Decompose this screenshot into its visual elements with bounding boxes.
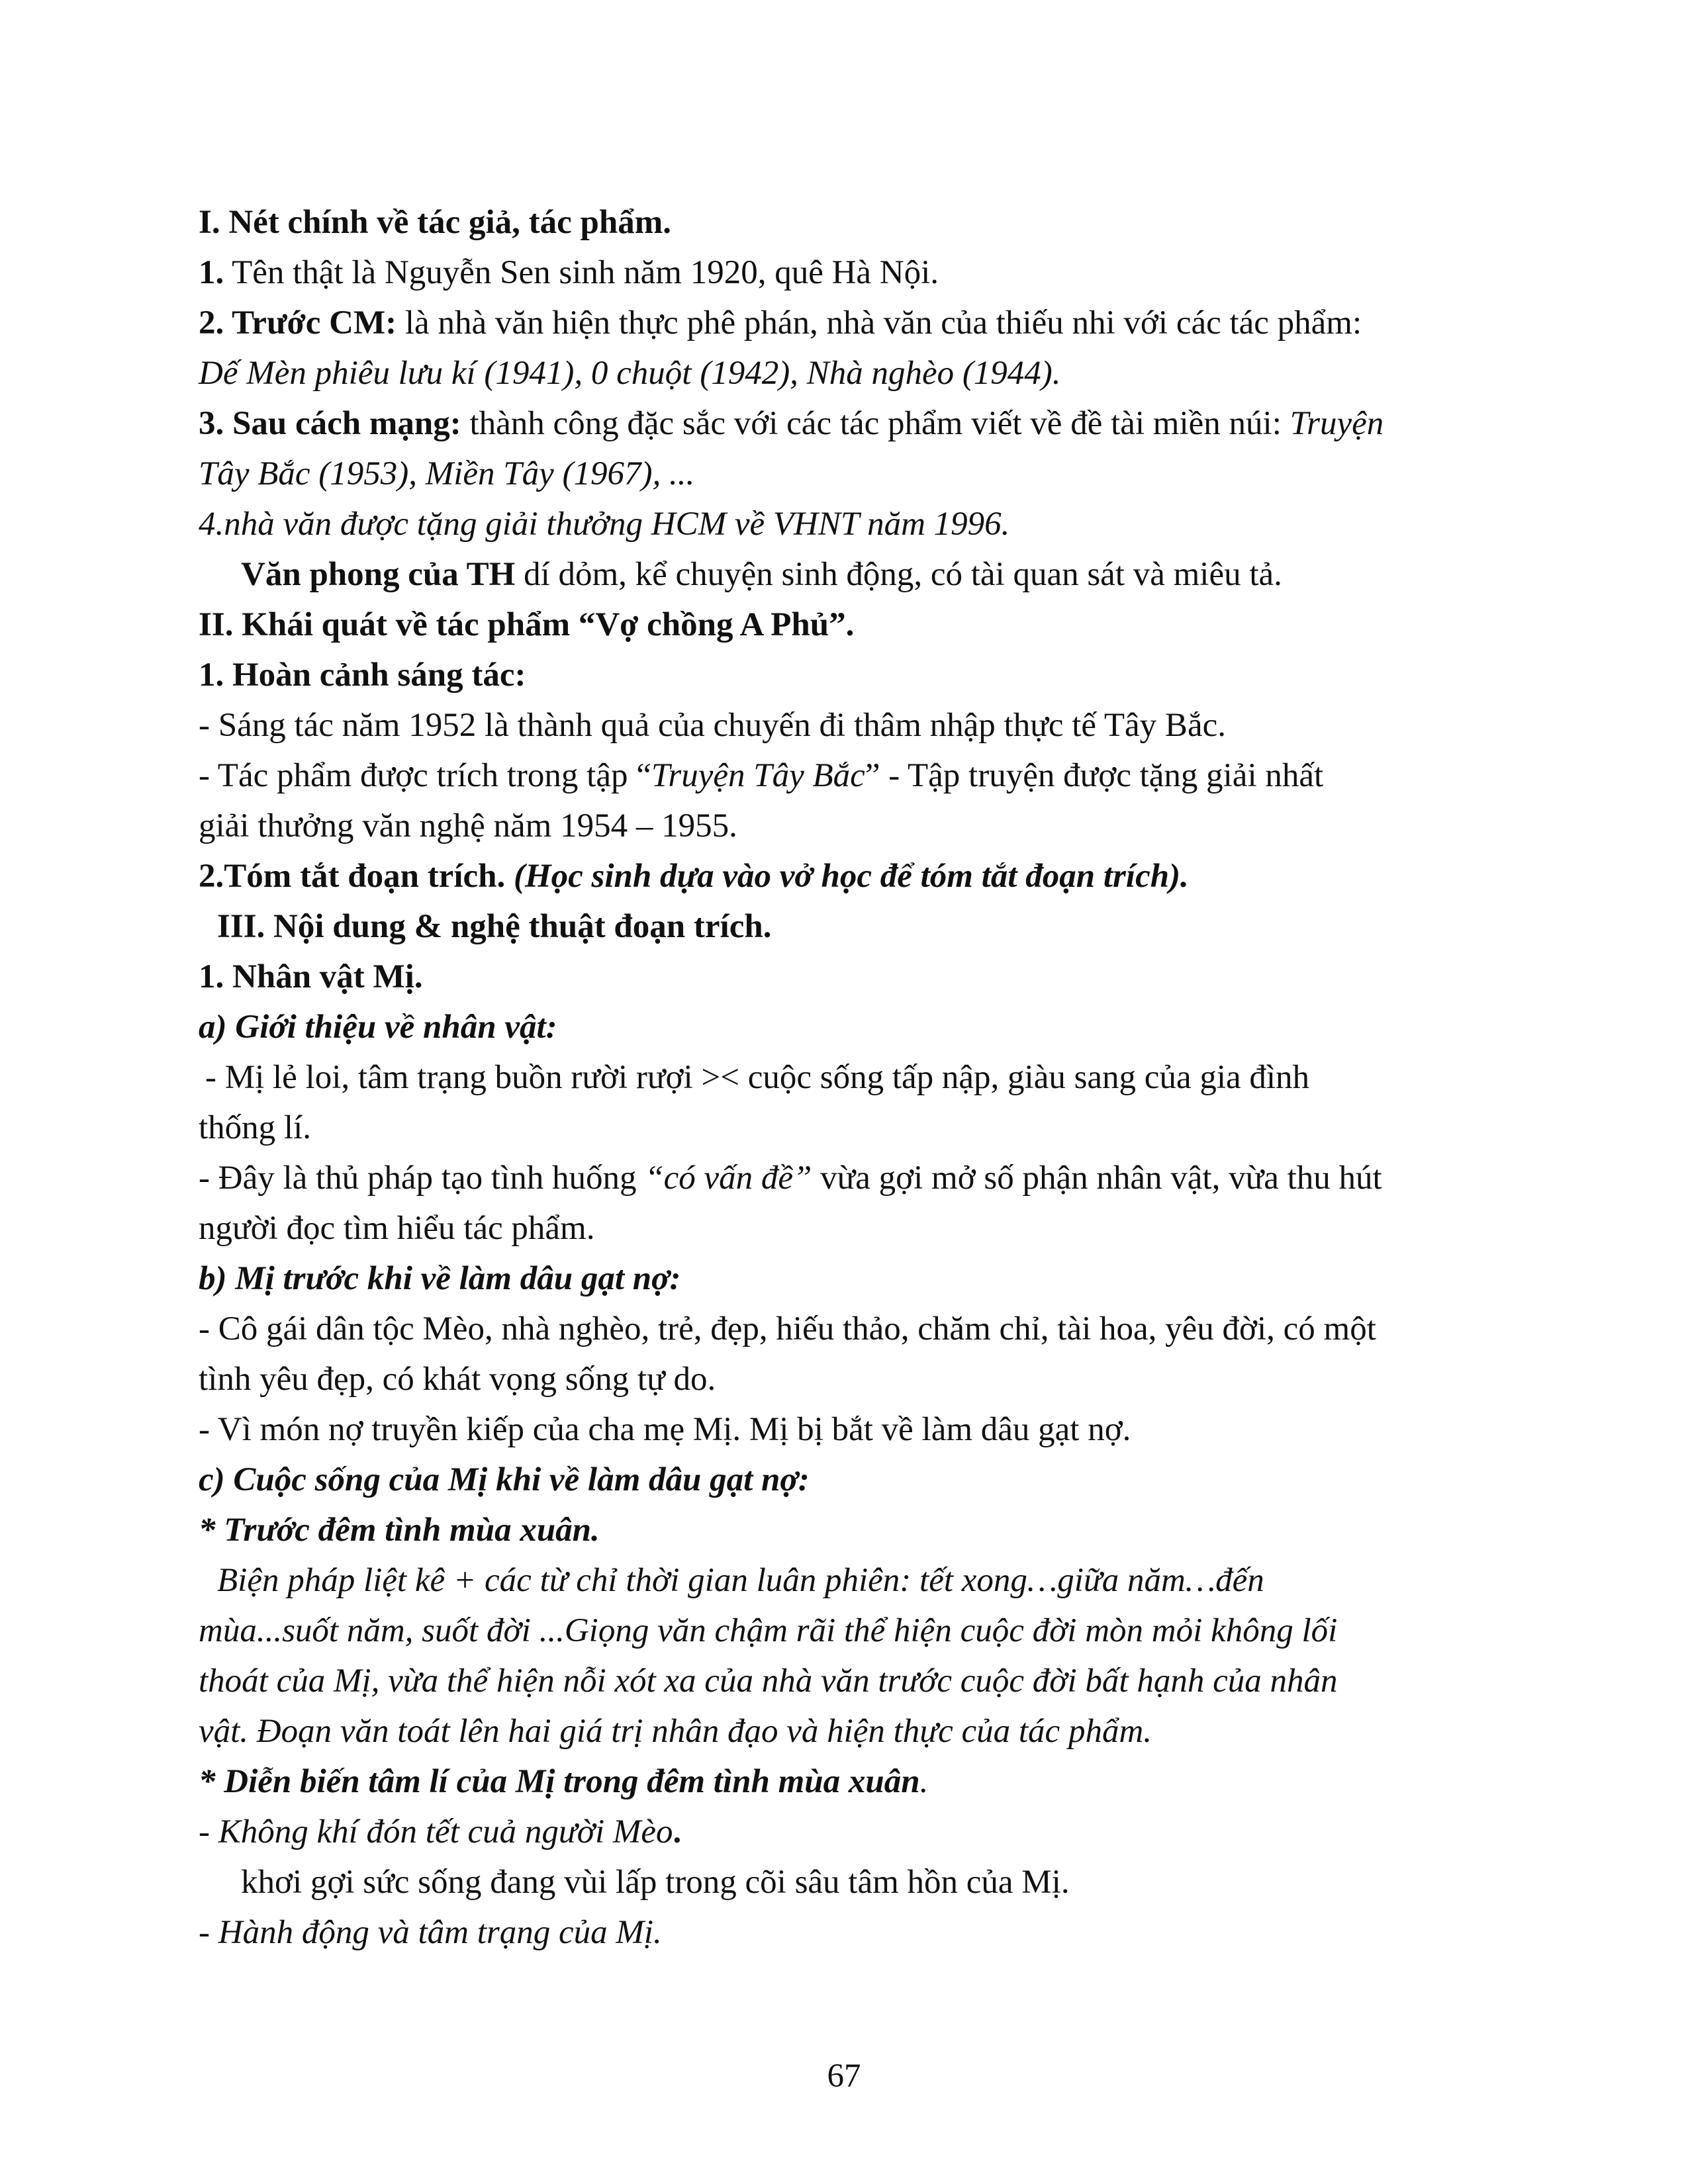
item-label: 2. Trước CM: (199, 304, 397, 341)
bullet-tet-atmosphere (199, 1807, 1556, 1857)
paragraph-writing-style (199, 549, 1556, 600)
subheading-spring-night (199, 1756, 1556, 1807)
paragraph-vitality: khơi gợi sức sống đang vùi lấp trong cõi sâu tâm hồn của Mị. (241, 1864, 1070, 1901)
works-list-after: Tây Bắc (1953), Miền Tây (1967), ... (199, 455, 695, 492)
section-3-heading: III. Nội dung & nghệ thuật đoạn trích. (217, 908, 772, 945)
paragraph-listing-2: mùa...suốt năm, suốt đời ...Giọng văn chậm rãi thể hiện cuộc đời mòn mỏi không lối (199, 1612, 1338, 1649)
item-text: thành công đặc sắc với các tác phẩm viết về đề tài miền núi: (461, 405, 1290, 442)
item-text: - Không khí đón tết cuả người Mèo (199, 1813, 673, 1850)
item-text: là nhà văn hiện thực phê phán, nhà văn của thiếu nhi với các tác phẩm: (397, 304, 1362, 341)
page-number: 67 (827, 2058, 861, 2095)
bullet-debt: - Vì món nợ truyền kiếp của cha mẹ Mị. Mị bị bắt về làm dâu gạt nợ. (199, 1411, 1131, 1448)
subheading-intro: a) Giới thiệu về nhân vật: (199, 1009, 557, 1046)
bullet-lonely: - Mị lẻ loi, tâm trạng buồn rười rượi >< cuộc sống tấp nập, giàu sang của gia đình (205, 1059, 1310, 1096)
item-number: 1. (199, 254, 224, 291)
paragraph-listing-4: vật. Đoạn văn toát lên hai giá trị nhân đạo và hiện thực của tác phẩm. (199, 1713, 1152, 1750)
quote: “có vấn đề” (645, 1160, 812, 1197)
paragraph-after-revolution (199, 398, 1556, 449)
section-1-heading: I. Nét chính về tác giả, tác phẩm. (199, 204, 671, 241)
item-text: Tên thật là Nguyễn Sen sinh năm 1920, quê Hà Nội. (224, 254, 939, 291)
subheading-before-marriage: b) Mị trước khi về làm dâu gạt nợ: (199, 1260, 681, 1297)
item-label: Văn phong của TH (241, 556, 516, 593)
bullet-collection-continued: giải thưởng văn nghệ năm 1954 – 1955. (199, 807, 737, 844)
subheading-life-as-bride: c) Cuộc sống của Mị khi về làm dâu gạt nợ: (199, 1461, 810, 1498)
bullet-young-girl: - Cô gái dân tộc Mèo, nhà nghèo, trẻ, đẹp, hiếu thảo, chăm chỉ, tài hoa, yêu đời, có một (199, 1310, 1376, 1347)
item-label: 3. Sau cách mạng: (199, 405, 461, 442)
item-text: - Tác phẩm được trích trong tập “ (199, 757, 651, 794)
bullet-technique (199, 1153, 1556, 1203)
subheading-character-mi: 1. Nhân vật Mị. (199, 958, 423, 995)
work-title: Truyện Tây Bắc (651, 757, 865, 794)
bullet-collection (199, 751, 1556, 801)
item-label: 2.Tóm tắt đoạn trích. (199, 858, 506, 895)
paragraph-real-name (199, 248, 1556, 298)
item-text: dí dỏm, kể chuyện sinh động, có tài quan sát và miêu tả. (515, 556, 1282, 593)
punctuation: . (919, 1763, 929, 1800)
bullet-lonely-continued: thống lí. (199, 1109, 312, 1146)
bullet-composed: - Sáng tác năm 1952 là thành quả của chuyến đi thâm nhập thực tế Tây Bắc. (199, 707, 1226, 744)
item-text: vừa gợi mở số phận nhân vật, vừa thu hút (812, 1160, 1382, 1197)
punctuation: . (673, 1813, 682, 1850)
paragraph-before-revolution (199, 298, 1556, 348)
item-note: (Học sinh dựa vào vở học để tóm tắt đoạn trích). (505, 858, 1189, 895)
bullet-technique-continued: người đọc tìm hiểu tác phẩm. (199, 1210, 595, 1247)
item-text: - Đây là thủ pháp tạo tình huống (199, 1160, 645, 1197)
document-body (199, 197, 1556, 1958)
works-list-before: Dế Mèn phiêu lưu kí (1941), 0 chuột (1942), Nhà nghèo (1944). (199, 355, 1061, 392)
paragraph-award: 4.nhà văn được tặng giải thưởng HCM về VHNT năm 1996. (199, 506, 1010, 543)
paragraph-listing-3: thoát của Mị, vừa thể hiện nỗi xót xa của nhà văn trước cuộc đời bất hạnh của nhân (199, 1662, 1338, 1700)
subheading-summary (199, 851, 1556, 901)
paragraph-listing-1: Biện pháp liệt kê + các từ chỉ thời gian luân phiên: tết xong…giữa năm…đến (217, 1562, 1264, 1599)
item-text: ” - Tập truyện được tặng giải nhất (865, 757, 1324, 794)
item-label: * Diễn biến tâm lí của Mị trong đêm tình mùa xuân (199, 1763, 920, 1800)
subheading-before-spring-night: * Trước đêm tình mùa xuân. (199, 1512, 600, 1549)
subheading-context: 1. Hoàn cảnh sáng tác: (199, 657, 526, 694)
section-2-heading: II. Khái quát về tác phẩm “Vợ chồng A Phủ”. (199, 606, 855, 643)
work-title: Truyện (1289, 405, 1384, 442)
bullet-actions: - Hành động và tâm trạng của Mị. (199, 1914, 662, 1951)
bullet-young-girl-continued: tình yêu đẹp, có khát vọng sống tự do. (199, 1361, 716, 1398)
